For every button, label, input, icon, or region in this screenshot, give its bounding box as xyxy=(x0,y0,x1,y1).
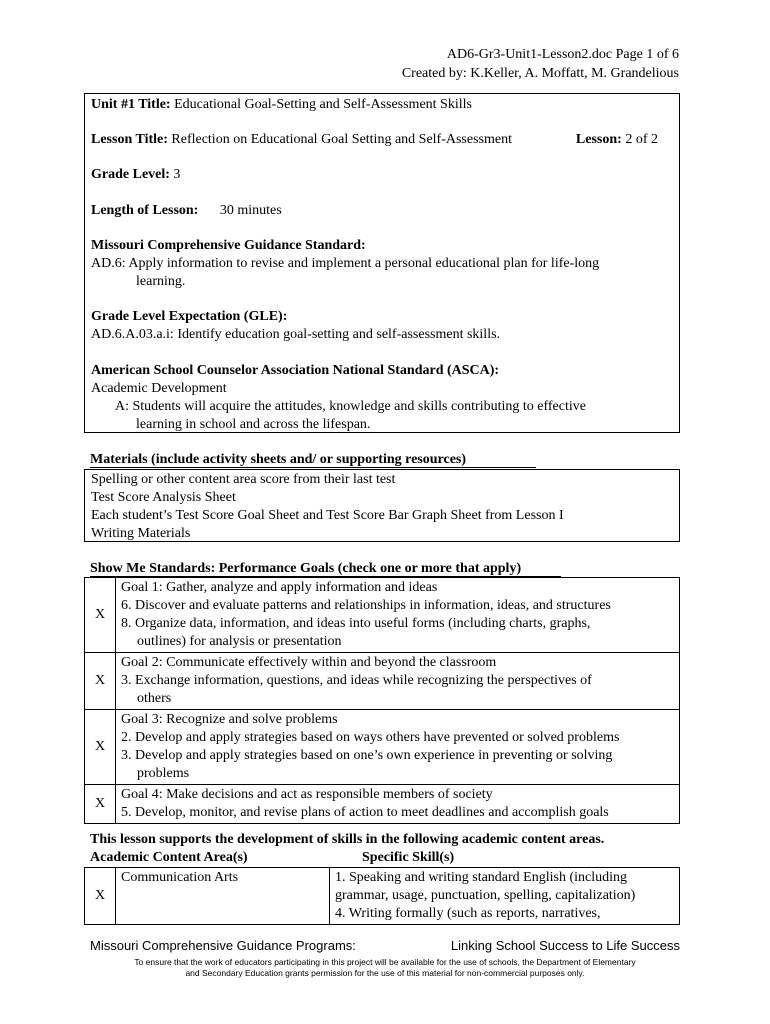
asca-line-2: A: Students will acquire the attitudes, knowledge and skills contributing to effective xyxy=(115,399,586,414)
mcgs-line-2: learning. xyxy=(136,274,186,289)
skill-line: grammar, usage, punctuation, spelling, capitalization) xyxy=(335,888,636,903)
goal-item: 6. Discover and evaluate patterns and relationships in information, ideas, and structures xyxy=(121,598,611,613)
performance-goals-table xyxy=(84,577,680,824)
lesson-title-label: Lesson Title: xyxy=(91,132,168,147)
length-value: 30 minutes xyxy=(219,203,282,218)
footer-note-line: and Secondary Education grants permission for the use of this material for non-commercial purposes only. xyxy=(185,968,585,978)
goal-title: Goal 2: Communicate effectively within and beyond the classroom xyxy=(121,655,497,670)
goal-cell xyxy=(116,653,680,710)
grade-level-line xyxy=(91,166,180,184)
materials-heading-underline xyxy=(90,467,536,468)
unit-title-label: Unit #1 Title: xyxy=(91,97,171,112)
goal-cell xyxy=(116,578,680,653)
show-me-heading: Show Me Standards: Performance Goals (check one or more that apply) xyxy=(90,561,522,576)
goal-check-mark[interactable]: X xyxy=(85,653,116,710)
grade-level-value: 3 xyxy=(173,167,181,182)
asca-heading: American School Counselor Association National Standard (ASCA): xyxy=(91,363,500,378)
lesson-title-value: Reflection on Educational Goal Setting and Self-Assessment xyxy=(171,132,512,147)
goal-title: Goal 3: Recognize and solve problems xyxy=(121,712,338,727)
length-label: Length of Lesson: xyxy=(91,203,199,218)
lesson-number-label: Lesson: xyxy=(575,132,622,147)
goal-title: Goal 1: Gather, analyze and apply information and ideas xyxy=(121,580,438,595)
academic-area-cell: Communication Arts xyxy=(116,868,330,925)
footer-note-line: To ensure that the work of educators participating in this project will be available for the use of schools, the Department of Elementary xyxy=(134,957,636,967)
goal-check-mark[interactable]: X xyxy=(85,578,116,653)
page-header xyxy=(402,45,679,83)
goal-cell xyxy=(116,785,680,824)
goal-row xyxy=(85,785,680,824)
goal-row xyxy=(85,653,680,710)
goal-item: 3. Develop and apply strategies based on one’s own experience in preventing or solving xyxy=(121,748,613,763)
unit-title-line xyxy=(91,96,472,114)
goal-title: Goal 4: Make decisions and act as responsible members of society xyxy=(121,787,493,802)
materials-heading: Materials (include activity sheets and/ or supporting resources) xyxy=(90,452,467,467)
academic-skill-cell xyxy=(330,868,680,925)
doc-id-line: AD6-Gr3-Unit1-Lesson2.doc Page 1 of 6 xyxy=(446,47,679,62)
goal-check-mark[interactable]: X xyxy=(85,710,116,785)
lesson-info-box xyxy=(84,93,680,433)
asca-line-3: learning in school and across the lifespan. xyxy=(136,417,371,432)
academic-areas-table xyxy=(84,867,680,925)
created-by-line: Created by: K.Keller, A. Moffatt, M. Grandelious xyxy=(401,66,679,81)
goal-cell xyxy=(116,710,680,785)
gle-heading: Grade Level Expectation (GLE): xyxy=(91,309,288,324)
mcgs-line-1: AD.6: Apply information to revise and implement a personal educational plan for life-long xyxy=(91,256,600,271)
goal-item-cont: problems xyxy=(137,766,190,781)
academic-col-area-heading: Academic Content Area(s) xyxy=(90,850,248,865)
materials-item: Each student’s Test Score Goal Sheet and Test Score Bar Graph Sheet from Lesson I xyxy=(91,508,564,523)
footer-right: Linking School Success to Life Success xyxy=(450,938,680,953)
materials-item: Test Score Analysis Sheet xyxy=(91,490,236,505)
goal-item: 3. Exchange information, questions, and ideas while recognizing the perspectives of xyxy=(121,673,592,688)
lesson-number xyxy=(576,131,658,149)
goal-item: 8. Organize data, information, and ideas into useful forms (including charts, graphs, xyxy=(121,616,591,631)
goal-check-mark[interactable]: X xyxy=(85,785,116,824)
grade-level-label: Grade Level: xyxy=(91,167,170,182)
goal-item: 5. Develop, monitor, and revise plans of action to meet deadlines and accomplish goals xyxy=(121,805,609,820)
academic-check-mark[interactable]: X xyxy=(85,868,116,925)
length-line xyxy=(91,202,282,220)
goal-item-cont: outlines) for analysis or presentation xyxy=(137,634,342,649)
mcgs-heading: Missouri Comprehensive Guidance Standard: xyxy=(91,238,366,253)
footer-left: Missouri Comprehensive Guidance Programs: xyxy=(90,938,356,953)
footer-note xyxy=(90,957,680,979)
unit-title-value: Educational Goal-Setting and Self-Assessment Skills xyxy=(174,97,472,112)
goal-row xyxy=(85,578,680,653)
goal-item: 2. Develop and apply strategies based on ways others have prevented or solved problems xyxy=(121,730,620,745)
materials-box xyxy=(84,469,680,542)
skill-line: 4. Writing formally (such as reports, narratives, xyxy=(335,906,601,921)
goal-item-cont: others xyxy=(137,691,172,706)
goal-row xyxy=(85,710,680,785)
lesson-title-line xyxy=(91,131,675,149)
lesson-number-value: 2 of 2 xyxy=(625,132,658,147)
academic-heading: This lesson supports the development of skills in the following academic content areas. xyxy=(90,832,605,847)
gle-line-1: AD.6.A.03.a.i: Identify education goal-setting and self-assessment skills. xyxy=(91,327,501,342)
academic-col-skill-heading: Specific Skill(s) xyxy=(362,850,455,865)
skill-line: 1. Speaking and writing standard English (including xyxy=(335,870,628,885)
materials-item: Spelling or other content area score from their last test xyxy=(91,472,396,487)
materials-item: Writing Materials xyxy=(91,526,191,541)
academic-row xyxy=(85,868,680,925)
asca-line-1: Academic Development xyxy=(91,381,227,396)
